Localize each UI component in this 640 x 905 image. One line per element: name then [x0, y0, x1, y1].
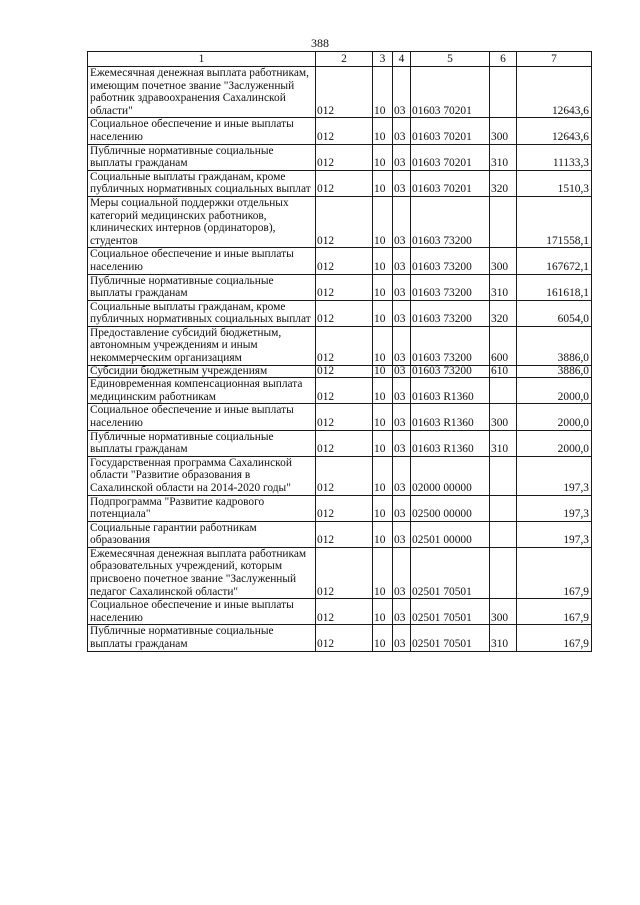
column-header: 3 [373, 52, 393, 67]
table-row [88, 144, 592, 170]
row-target-article: 01603 70201 [411, 67, 490, 118]
row-ministry-code: 012 [316, 170, 373, 196]
row-section-code: 10 [373, 599, 393, 625]
row-amount: 197,3 [517, 495, 592, 521]
column-header: 4 [393, 52, 411, 67]
row-name: Предоставление субсидий бюджетным, автономным учреждениям и иным некоммерческим организациям [88, 326, 316, 365]
table-row [88, 300, 592, 326]
row-amount: 167,9 [517, 625, 592, 651]
row-target-article: 02501 70501 [411, 547, 490, 598]
row-section-code: 10 [373, 378, 393, 404]
row-subsection-code: 03 [393, 599, 411, 625]
row-target-article: 01603 73200 [411, 326, 490, 365]
row-subsection-code: 03 [393, 326, 411, 365]
row-subsection-code: 03 [393, 521, 411, 547]
table-row [88, 404, 592, 430]
row-name: Социальное обеспечение и иные выплаты населению [88, 404, 316, 430]
row-expense-type: 300 [490, 248, 517, 274]
row-target-article: 01603 70201 [411, 118, 490, 144]
row-name: Публичные нормативные социальные выплаты гражданам [88, 144, 316, 170]
table-row [88, 274, 592, 300]
row-expense-type [490, 456, 517, 495]
row-section-code: 10 [373, 430, 393, 456]
row-amount: 171558,1 [517, 196, 592, 247]
row-section-code: 10 [373, 248, 393, 274]
row-ministry-code: 012 [316, 365, 373, 378]
row-amount: 3886,0 [517, 326, 592, 365]
row-ministry-code: 012 [316, 274, 373, 300]
row-ministry-code: 012 [316, 456, 373, 495]
row-amount: 6054,0 [517, 300, 592, 326]
column-header: 2 [316, 52, 373, 67]
row-section-code: 10 [373, 456, 393, 495]
row-section-code: 10 [373, 118, 393, 144]
row-section-code: 10 [373, 521, 393, 547]
row-expense-type: 610 [490, 365, 517, 378]
row-expense-type [490, 521, 517, 547]
row-section-code: 10 [373, 404, 393, 430]
row-subsection-code: 03 [393, 67, 411, 118]
row-expense-type: 310 [490, 274, 517, 300]
row-expense-type [490, 196, 517, 247]
column-header: 7 [517, 52, 592, 67]
table-row [88, 430, 592, 456]
row-ministry-code: 012 [316, 326, 373, 365]
table-row [88, 365, 592, 378]
row-expense-type: 320 [490, 170, 517, 196]
row-ministry-code: 012 [316, 144, 373, 170]
row-subsection-code: 03 [393, 495, 411, 521]
row-section-code: 10 [373, 495, 393, 521]
table-row [88, 326, 592, 365]
row-target-article: 01603 73200 [411, 274, 490, 300]
row-amount: 11133,3 [517, 144, 592, 170]
row-amount: 12643,6 [517, 67, 592, 118]
row-target-article: 01603 R1360 [411, 378, 490, 404]
row-ministry-code: 012 [316, 196, 373, 247]
row-amount: 197,3 [517, 456, 592, 495]
row-ministry-code: 012 [316, 67, 373, 118]
row-expense-type [490, 547, 517, 598]
row-section-code: 10 [373, 300, 393, 326]
row-target-article: 01603 70201 [411, 170, 490, 196]
row-expense-type: 310 [490, 625, 517, 651]
table-row [88, 521, 592, 547]
row-subsection-code: 03 [393, 118, 411, 144]
table-row [88, 170, 592, 196]
row-section-code: 10 [373, 547, 393, 598]
row-section-code: 10 [373, 170, 393, 196]
row-ministry-code: 012 [316, 430, 373, 456]
table-row [88, 625, 592, 651]
row-name: Социальные выплаты гражданам, кроме публичных нормативных социальных выплат [88, 300, 316, 326]
row-name: Социальное обеспечение и иные выплаты населению [88, 248, 316, 274]
row-target-article: 02501 70501 [411, 599, 490, 625]
row-amount: 161618,1 [517, 274, 592, 300]
table-row [88, 196, 592, 247]
table-row [88, 378, 592, 404]
row-amount: 3886,0 [517, 365, 592, 378]
row-target-article: 01603 73200 [411, 196, 490, 247]
row-ministry-code: 012 [316, 625, 373, 651]
row-amount: 167672,1 [517, 248, 592, 274]
row-target-article: 01603 R1360 [411, 430, 490, 456]
row-expense-type: 300 [490, 599, 517, 625]
row-name: Государственная программа Сахалинской области "Развитие образования в Сахалинской области на 2014-2020 годы" [88, 456, 316, 495]
row-ministry-code: 012 [316, 248, 373, 274]
row-section-code: 10 [373, 326, 393, 365]
row-name: Социальное обеспечение и иные выплаты населению [88, 118, 316, 144]
row-amount: 167,9 [517, 547, 592, 598]
row-target-article: 02000 00000 [411, 456, 490, 495]
row-name: Публичные нормативные социальные выплаты гражданам [88, 274, 316, 300]
row-name: Социальные выплаты гражданам, кроме публичных нормативных социальных выплат [88, 170, 316, 196]
table-row [88, 67, 592, 118]
row-name: Публичные нормативные социальные выплаты гражданам [88, 430, 316, 456]
row-expense-type: 600 [490, 326, 517, 365]
row-expense-type [490, 67, 517, 118]
row-amount: 2000,0 [517, 430, 592, 456]
table-row [88, 118, 592, 144]
row-amount: 2000,0 [517, 378, 592, 404]
column-header: 5 [411, 52, 490, 67]
row-amount: 1510,3 [517, 170, 592, 196]
page-number: 388 [311, 36, 329, 50]
table-row [88, 495, 592, 521]
table-row [88, 547, 592, 598]
row-amount: 197,3 [517, 521, 592, 547]
row-ministry-code: 012 [316, 118, 373, 144]
row-subsection-code: 03 [393, 430, 411, 456]
row-subsection-code: 03 [393, 378, 411, 404]
row-name: Ежемесячная денежная выплата работникам образовательных учреждений, которым присвоено почетное звание "Заслуженный педагог Сахалинской области" [88, 547, 316, 598]
row-expense-type [490, 378, 517, 404]
row-subsection-code: 03 [393, 248, 411, 274]
row-target-article: 02501 70501 [411, 625, 490, 651]
row-ministry-code: 012 [316, 404, 373, 430]
budget-table [87, 51, 592, 652]
row-name: Субсидии бюджетным учреждениям [88, 365, 316, 378]
row-target-article: 01603 70201 [411, 144, 490, 170]
row-ministry-code: 012 [316, 378, 373, 404]
row-ministry-code: 012 [316, 495, 373, 521]
row-name: Социальное обеспечение и иные выплаты населению [88, 599, 316, 625]
row-target-article: 01603 R1360 [411, 404, 490, 430]
row-name: Единовременная компенсационная выплата медицинским работникам [88, 378, 316, 404]
row-subsection-code: 03 [393, 547, 411, 598]
row-subsection-code: 03 [393, 456, 411, 495]
row-amount: 2000,0 [517, 404, 592, 430]
row-subsection-code: 03 [393, 274, 411, 300]
table-row [88, 599, 592, 625]
column-header-row [88, 52, 592, 67]
row-section-code: 10 [373, 144, 393, 170]
row-section-code: 10 [373, 365, 393, 378]
row-ministry-code: 012 [316, 300, 373, 326]
row-subsection-code: 03 [393, 365, 411, 378]
table-row [88, 248, 592, 274]
column-header: 6 [490, 52, 517, 67]
row-target-article: 02501 00000 [411, 521, 490, 547]
row-subsection-code: 03 [393, 170, 411, 196]
row-subsection-code: 03 [393, 625, 411, 651]
row-section-code: 10 [373, 67, 393, 118]
row-section-code: 10 [373, 625, 393, 651]
table-row [88, 456, 592, 495]
row-expense-type: 320 [490, 300, 517, 326]
row-target-article: 01603 73200 [411, 300, 490, 326]
row-ministry-code: 012 [316, 599, 373, 625]
row-subsection-code: 03 [393, 404, 411, 430]
row-subsection-code: 03 [393, 300, 411, 326]
row-section-code: 10 [373, 274, 393, 300]
row-amount: 12643,6 [517, 118, 592, 144]
row-target-article: 01603 73200 [411, 248, 490, 274]
row-ministry-code: 012 [316, 547, 373, 598]
row-expense-type: 310 [490, 430, 517, 456]
row-target-article: 02500 00000 [411, 495, 490, 521]
row-name: Подпрограмма "Развитие кадрового потенциала" [88, 495, 316, 521]
row-target-article: 01603 73200 [411, 365, 490, 378]
row-name: Публичные нормативные социальные выплаты гражданам [88, 625, 316, 651]
row-section-code: 10 [373, 196, 393, 247]
row-subsection-code: 03 [393, 196, 411, 247]
row-expense-type: 310 [490, 144, 517, 170]
row-name: Ежемесячная денежная выплата работникам, имеющим почетное звание "Заслуженный работник здравоохранения Сахалинской области" [88, 67, 316, 118]
row-subsection-code: 03 [393, 144, 411, 170]
row-expense-type: 300 [490, 404, 517, 430]
row-ministry-code: 012 [316, 521, 373, 547]
row-expense-type: 300 [490, 118, 517, 144]
row-name: Социальные гарантии работникам образования [88, 521, 316, 547]
row-name: Меры социальной поддержки отдельных категорий медицинских работников, клинических интернов (ординаторов), студентов [88, 196, 316, 247]
row-amount: 167,9 [517, 599, 592, 625]
column-header: 1 [88, 52, 316, 67]
row-expense-type [490, 495, 517, 521]
